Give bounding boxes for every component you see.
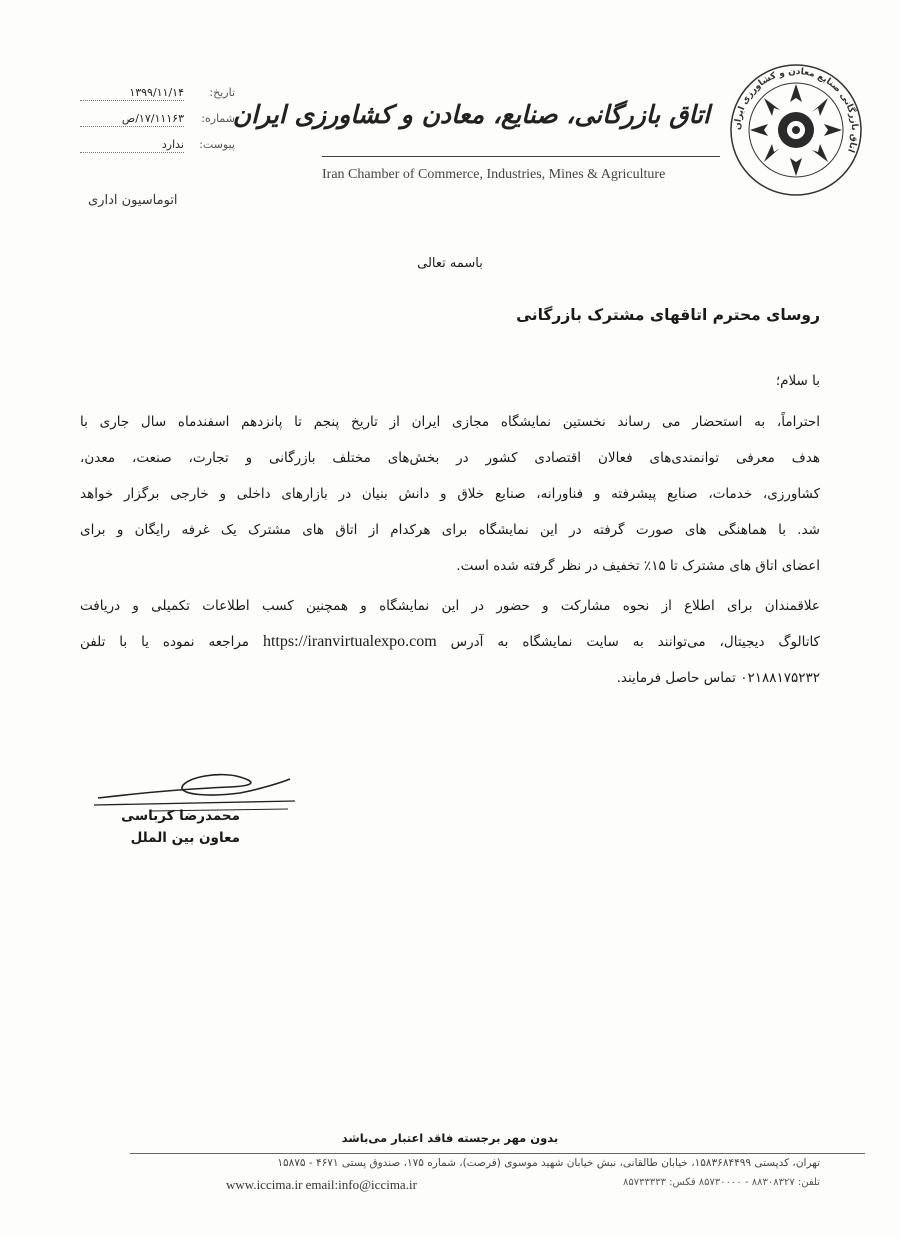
paragraph-participation bbox=[80, 588, 820, 696]
org-name-english: Iran Chamber of Commerce, Industries, Mines & Agriculture bbox=[322, 167, 666, 182]
date-value: ۱۳۹۹/۱۱/۱۴ bbox=[80, 86, 184, 101]
recipient: روسای محترم اتاقهای مشترک بازرگانی bbox=[516, 306, 820, 324]
footer-address: تهران، کدپستی ۱۵۸۳۶۸۴۴۹۹، خیابان طالقانی، نبش خیابان شهید موسوی (فرصت)، شماره ۱۷۵، صندوق پستی ۴۶۷۱ - ۱۵۸۷۵ bbox=[277, 1157, 820, 1169]
paragraph-line: کشاورزی، خدمات، صنایع پیشرفته و فناورانه، صنایع خلاق و دانش بنیان در بازارهای داخلی و خارجی برگزار خواهد bbox=[80, 486, 820, 502]
number-value: ۱۷/۱۱۱۶۳/ص bbox=[80, 112, 184, 127]
paragraph-text: کاتالوگ دیجیتال، می‌توانند به سایت نمایشگاه به آدرس bbox=[450, 634, 820, 650]
signatory-name: محمدرضا کرباسی bbox=[121, 808, 240, 824]
footer-phone-fax: تلفن: ۸۸۳۰۸۳۲۷ - ۸۵۷۳۰۰۰۰ فکس: ۸۵۷۳۳۳۳۳ bbox=[623, 1177, 820, 1188]
paragraph-line: ۰۲۱۸۸۱۷۵۲۳۲ تماس حاصل فرمایند. bbox=[616, 670, 820, 686]
footer-web-email: www.iccima.ir email:info@iccima.ir bbox=[226, 1177, 417, 1192]
number-label: شماره: bbox=[201, 112, 235, 125]
footer-divider bbox=[130, 1153, 865, 1154]
date-label: تاریخ: bbox=[209, 86, 235, 99]
attachment-label: پیوست: bbox=[199, 138, 235, 151]
invocation: باسمه تعالی bbox=[417, 256, 483, 271]
paragraph-text: مراجعه نموده یا با تلفن bbox=[80, 634, 250, 650]
letter-meta bbox=[80, 86, 235, 164]
number-row bbox=[80, 112, 235, 138]
office-automation-label: اتوماسیون اداری bbox=[88, 193, 178, 208]
logo-ring-text: اتاق بازرگانی صنایع معادن و کشاورزی ایران bbox=[732, 66, 860, 154]
paragraph-line: هدف معرفی توانمندی‌های فعالان اقتصادی کشور در بخش‌های مختلف بازرگانی و تجارت، صنعت، معدن، bbox=[80, 450, 820, 466]
org-name-persian: اتاق بازرگانی، صنایع، معادن و کشاورزی ایران bbox=[232, 100, 710, 129]
expo-website-link[interactable]: https://iranvirtualexpo.com bbox=[262, 633, 437, 650]
stamp-validity-note: بدون مهر برجسته فاقد اعتبار می‌باشد bbox=[341, 1131, 559, 1145]
paragraph-line: علاقمندان برای اطلاع از نحوه مشارکت و حضور در این نمایشگاه و همچنین کسب اطلاعات تکمیلی و دریافت bbox=[80, 598, 820, 614]
signatory-title: معاون بین الملل bbox=[130, 830, 240, 846]
paragraph-line-with-url bbox=[80, 624, 820, 660]
paragraph-line: احتراماً، به استحضار می رساند نخستین نمایشگاه مجازی ایران از تاریخ پنجم تا پانزدهم اسفندماه سال جاری با bbox=[80, 414, 820, 430]
paragraph-line: شد. با هماهنگی های صورت گرفته در این نمایشگاه برای هرکدام از اتاق های مشترک یک غرفه رایگان و برای bbox=[80, 522, 820, 538]
chamber-logo-icon bbox=[728, 62, 864, 198]
greeting: با سلام؛ bbox=[775, 373, 820, 389]
attachment-value: ندارد bbox=[80, 138, 184, 153]
paragraph-announcement bbox=[80, 404, 820, 584]
date-row bbox=[80, 86, 235, 112]
attachment-row bbox=[80, 138, 235, 164]
header-divider bbox=[322, 156, 720, 157]
paragraph-line: اعضای اتاق های مشترک تا ۱۵٪ تخفیف در نظر گرفته شده است. bbox=[456, 558, 820, 574]
